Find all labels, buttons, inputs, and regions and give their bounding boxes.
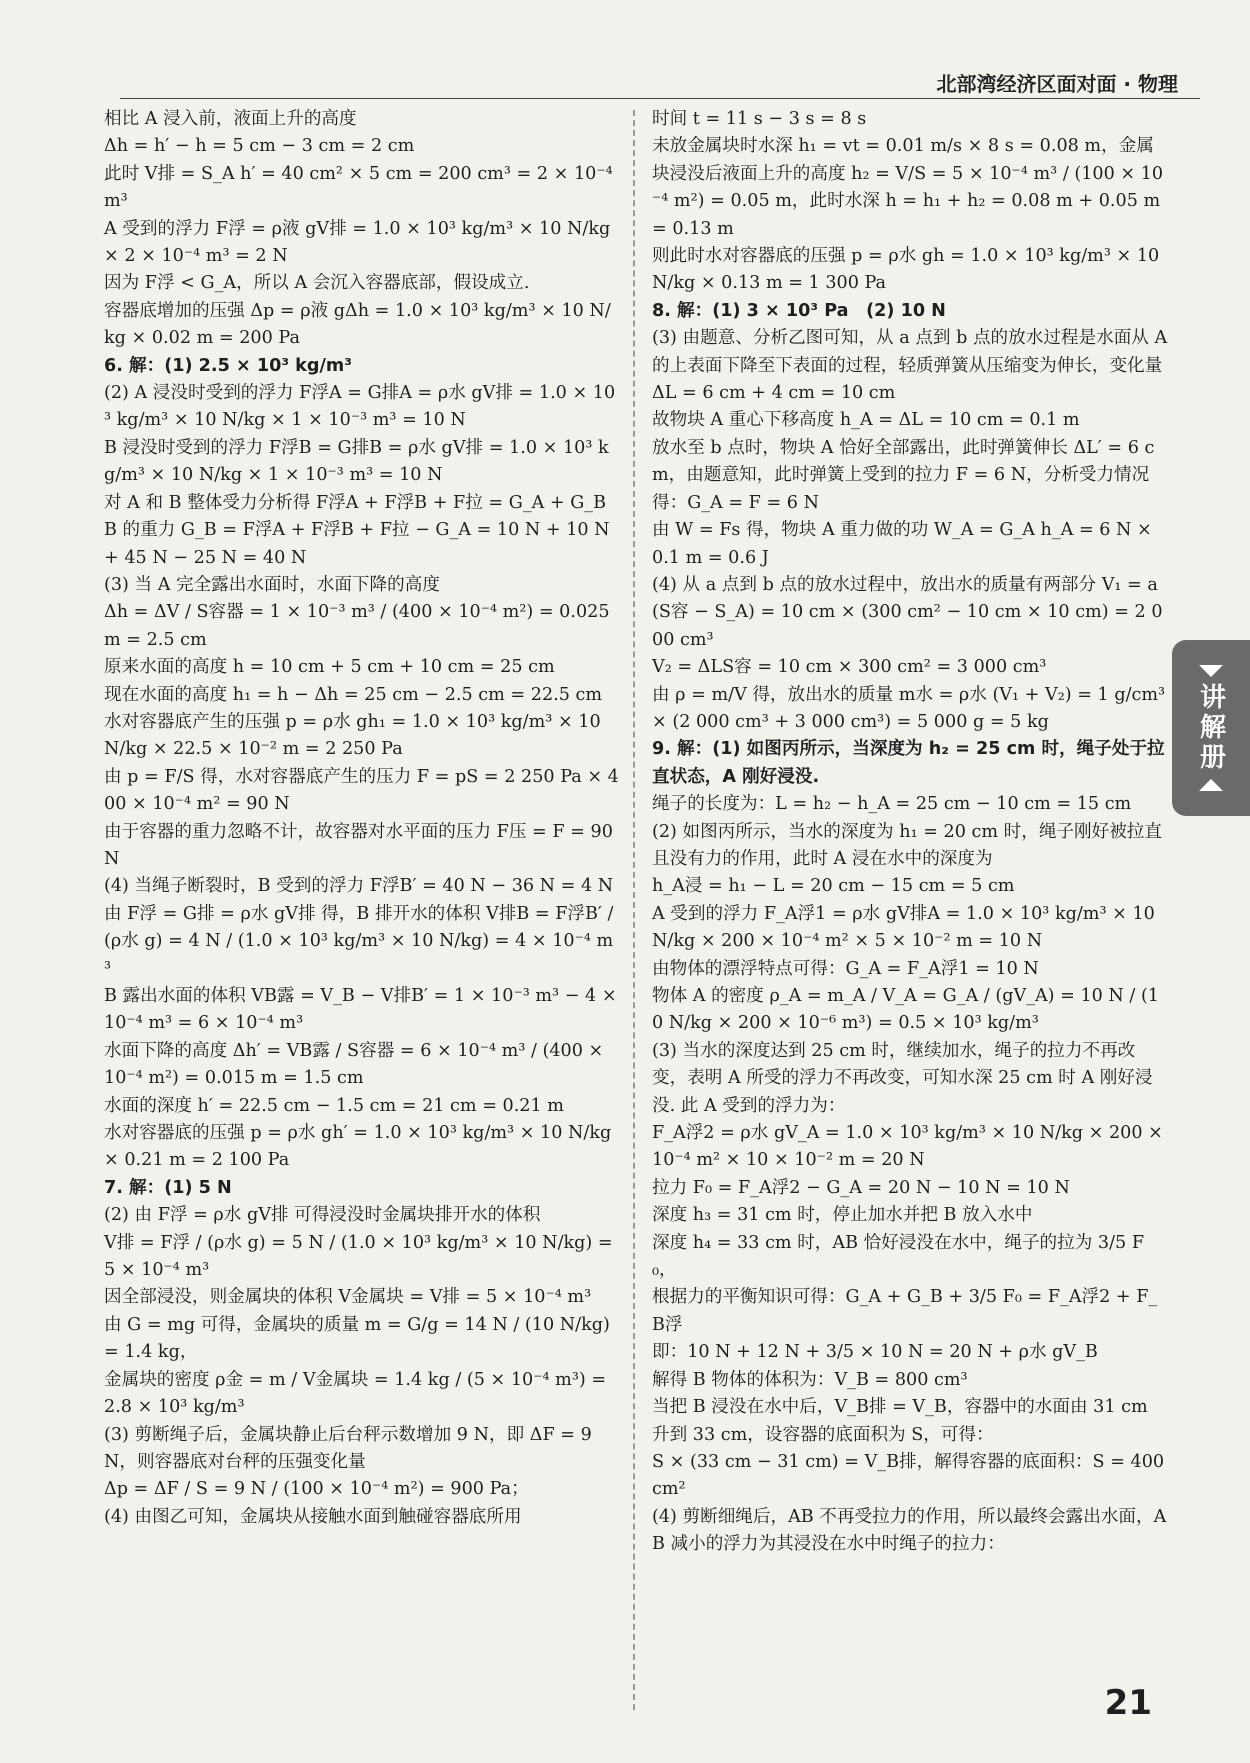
text-line: S × (33 cm − 31 cm) = V_B排，解得容器的底面积：S = 400 cm² [652, 1451, 1165, 1500]
question-9-heading: 9. 解：(1) 如图丙所示，当深度为 h₂ = 25 cm 时，绳子处于拉直状态，A 刚好浸没. [652, 739, 1165, 787]
text-line: (2) A 浸没时受到的浮力 F浮A = G排A = ρ水 gV排 = 1.0 × 10³ kg/m³ × 10 N/kg × 1 × 10⁻³ m³ = 10 N [104, 383, 616, 431]
text-line: B 的重力 G_B = F浮A + F浮B + F拉 − G_A = 10 N + 10 N + 45 N − 25 N = 40 N [104, 520, 610, 568]
text-line: V₂ = ΔLS容 = 10 cm × 300 cm² = 3 000 cm³ [652, 657, 1047, 678]
formula-line: 由 G = mg 可得，金属块的质量 m = G/g = 14 N / (10 N/kg) = 1.4 kg， [104, 1314, 610, 1363]
formula-line: 由 ρ = m/V 得，放出水的质量 m水 = ρ水 (V₁ + V₂) = 1 g/cm³ × (2 000 cm³ + 3 000 cm³) = 5 000 g = 5 kg [652, 684, 1166, 732]
left-column [104, 106, 620, 1531]
formula-line: 金属块的密度 ρ金 = m / V金属块 = 1.4 kg / (5 × 10⁻⁴ m³) = 2.8 × 10³ kg/m³ [104, 1369, 607, 1418]
text-line: 未放金属块时水深 h₁ = vt = 0.01 m/s × 8 s = 0.08 m，金属块浸没后液面上升的高度 h₂ = V/S = 5 × 10⁻⁴ m³ / (100 × 10⁻⁴ m²) = 0.05 m，此时水深 h = h₁ + h₂ = 0.08 m + 0.05 m = 0.13 m [652, 136, 1164, 239]
formula-line: 即：10 N + 12 N + 3/5 × 10 N = 20 N + ρ水 gV_B [652, 1342, 1098, 1363]
header-rule [120, 98, 1200, 99]
side-tab-label: 讲解册 [1195, 683, 1226, 773]
text-line: 水对容器底的压强 p = ρ水 gh′ = 1.0 × 10³ kg/m³ × 10 N/kg × 0.21 m = 2 100 Pa [104, 1123, 612, 1171]
text-line: 时间 t = 11 s − 3 s = 8 s [652, 109, 867, 129]
formula-line: 物体 A 的密度 ρ_A = m_A / V_A = G_A / (gV_A) = 10 N / (10 N/kg × 200 × 10⁻⁶ m³) = 0.5 × 10³ kg/m³ [652, 986, 1159, 1034]
text-line: 由于容器的重力忽略不计，故容器对水平面的压力 F压 = F = 90 N [104, 821, 613, 869]
triangle-up-icon [1199, 779, 1223, 791]
text-line: 由 W = Fs 得，物块 A 重力做的功 W_A = G_A h_A = 6 N × 0.1 m = 0.6 J [652, 520, 1152, 568]
text-line: A 受到的浮力 F浮 = ρ液 gV排 = 1.0 × 10³ kg/m³ × 10 N/kg × 2 × 10⁻⁴ m³ = 2 N [104, 218, 611, 267]
question-6-heading: 6. 解：(1) 2.5 × 10³ kg/m³ [104, 355, 352, 376]
text-line: 由物体的漂浮特点可得：G_A = F_A浮1 = 10 N [652, 958, 1039, 979]
text-line: (4) 剪断细绳后，AB 不再受拉力的作用，所以最终会露出水面，AB 减小的浮力为其浸没在水中时绳子的拉力： [652, 1506, 1167, 1555]
text-line: 解得 B 物体的体积为：V_B = 800 cm³ [652, 1369, 968, 1390]
formula-line: 由 F浮 = G排 = ρ水 gV排 得，B 排开水的体积 V排B = F浮B′ / (ρ水 g) = 4 N / (1.0 × 10³ kg/m³ × 10 N/kg) = 4 × 10⁻⁴ m³ [104, 903, 614, 979]
text-line: (3) 当水的深度达到 25 cm 时，继续加水，绳子的拉力不再改变，表明 A 所受的浮力不再改变，可知水深 25 cm 时 A 刚好浸没. 此 A 受到的浮力为： [652, 1040, 1153, 1116]
text-line: 容器底增加的压强 Δp = ρ液 gΔh = 1.0 × 10³ kg/m³ × 10 N/kg × 0.02 m = 200 Pa [104, 300, 611, 349]
text-line: (2) 如图丙所示，当水的深度为 h₁ = 20 cm 时，绳子刚好被拉直且没有力的作用，此时 A 浸在水中的深度为 [652, 821, 1162, 869]
question-7-heading: 7. 解：(1) 5 N [104, 1177, 232, 1198]
text-line: 此时 V排 = S_A h′ = 40 cm² × 5 cm = 200 cm³ = 2 × 10⁻⁴ m³ [104, 163, 613, 212]
text-line: Δh = h′ − h = 5 cm − 3 cm = 2 cm [104, 136, 415, 157]
text-line: (4) 从 a 点到 b 点的放水过程中，放出水的质量有两部分 V₁ = a(S容 − S_A) = 10 cm × (300 cm² − 10 cm × 10 cm) = 2 000 cm³ [652, 574, 1163, 650]
text-line: 现在水面的高度 h₁ = h − Δh = 25 cm − 2.5 cm = 22.5 cm [104, 684, 603, 705]
text-line: A 受到的浮力 F_A浮1 = ρ水 gV排A = 1.0 × 10³ kg/m³ × 10 N/kg × 200 × 10⁻⁴ m² × 5 × 10⁻² m = 10 N [652, 903, 1155, 952]
text-line: 因为 F浮 < G_A，所以 A 会沉入容器底部，假设成立. [104, 273, 530, 294]
section-side-tab[interactable] [1172, 640, 1250, 816]
formula-line: 根据力的平衡知识可得：G_A + G_B + 3/5 F₀ = F_A浮2 + F_B浮 [652, 1287, 1158, 1335]
text-line: 因全部浸没，则金属块的体积 V金属块 = V排 = 5 × 10⁻⁴ m³ [104, 1287, 592, 1308]
triangle-down-icon [1199, 665, 1223, 677]
right-column [652, 106, 1168, 1559]
formula-line: Δp = ΔF / S = 9 N / (100 × 10⁻⁴ m²) = 900 Pa； [104, 1479, 529, 1500]
text-line: 由 p = F/S 得，水对容器底产生的压力 F = pS = 2 250 Pa × 400 × 10⁻⁴ m² = 90 N [104, 766, 619, 815]
formula-line: Δh = ΔV / S容器 = 1 × 10⁻³ m³ / (400 × 10⁻⁴ m²) = 0.025 m = 2.5 cm [104, 602, 610, 650]
text-line: (3) 剪断绳子后，金属块静止后台秤示数增加 9 N，即 ΔF = 9 N，则容器底对台秤的压强变化量 [104, 1424, 592, 1472]
column-divider [633, 110, 635, 1710]
text-line: 当把 B 浸没在水中后，V_B排 = V_B，容器中的水面由 31 cm 升到 33 cm，设容器的底面积为 S，可得： [652, 1397, 1148, 1445]
text-line: (3) 当 A 完全露出水面时，水面下降的高度 [104, 574, 440, 595]
page-header-title: 北部湾经济区面对面 · 物理 [936, 72, 1178, 96]
page-number: 21 [1104, 1683, 1152, 1723]
text-line: (4) 由图乙可知，金属块从接触水面到触碰容器底所用 [104, 1506, 522, 1527]
formula-line: V排 = F浮 / (ρ水 g) = 5 N / (1.0 × 10³ kg/m³ × 10 N/kg) = 5 × 10⁻⁴ m³ [104, 1232, 613, 1281]
text-line: F_A浮2 = ρ水 gV_A = 1.0 × 10³ kg/m³ × 10 N/kg × 200 × 10⁻⁴ m² × 10 × 10⁻² m = 20 N [652, 1123, 1163, 1171]
text-line: 拉力 F₀ = F_A浮2 − G_A = 20 N − 10 N = 10 N [652, 1177, 1070, 1198]
formula-line: 深度 h₄ = 33 cm 时，AB 恰好浸没在水中，绳子的拉为 3/5 F₀， [652, 1232, 1145, 1281]
text-line: (4) 当绳子断裂时，B 受到的浮力 F浮B′ = 40 N − 36 N = 4 N [104, 876, 614, 897]
text-line: 深度 h₃ = 31 cm 时，停止加水并把 B 放入水中 [652, 1205, 1033, 1226]
text-line: 原来水面的高度 h = 10 cm + 5 cm + 10 cm = 25 cm [104, 657, 555, 678]
text-line: (2) 由 F浮 = ρ水 gV排 可得浸没时金属块排开水的体积 [104, 1205, 541, 1226]
text-line: 则此时水对容器底的压强 p = ρ水 gh = 1.0 × 10³ kg/m³ × 10 N/kg × 0.13 m = 1 300 Pa [652, 246, 1160, 294]
text-line: 故物块 A 重心下移高度 h_A = ΔL = 10 cm = 0.1 m [652, 410, 1080, 431]
formula-line: 水面下降的高度 Δh′ = VB露 / S容器 = 6 × 10⁻⁴ m³ / (400 × 10⁻⁴ m²) = 0.015 m = 1.5 cm [104, 1040, 604, 1089]
text-line: h_A浸 = h₁ − L = 20 cm − 15 cm = 5 cm [652, 876, 1015, 897]
text-line: 水面的深度 h′ = 22.5 cm − 1.5 cm = 21 cm = 0.21 m [104, 1095, 564, 1116]
question-8-heading: 8. 解：(1) 3 × 10³ Pa (2) 10 N [652, 300, 946, 321]
text-line: 对 A 和 B 整体受力分析得 F浮A + F浮B + F拉 = G_A + G_B [104, 492, 607, 513]
text-line: 相比 A 浸入前，液面上升的高度 [104, 109, 357, 129]
text-line: 放水至 b 点时，物块 A 恰好全部露出，此时弹簧伸长 ΔL′ = 6 cm，由题意知，此时弹簧上受到的拉力 F = 6 N，分析受力情况得：G_A = F = 6 N [652, 437, 1155, 513]
text-line: B 露出水面的体积 VB露 = V_B − V排B′ = 1 × 10⁻³ m³ − 4 × 10⁻⁴ m³ = 6 × 10⁻⁴ m³ [104, 986, 617, 1034]
text-line: 水对容器底产生的压强 p = ρ水 gh₁ = 1.0 × 10³ kg/m³ × 10 N/kg × 22.5 × 10⁻² m = 2 250 Pa [104, 711, 601, 760]
text-line: B 浸没时受到的浮力 F浮B = G排B = ρ水 gV排 = 1.0 × 10³ kg/m³ × 10 N/kg × 1 × 10⁻³ m³ = 10 N [104, 437, 609, 486]
text-line: 绳子的长度为：L = h₂ − h_A = 25 cm − 10 cm = 15 cm [652, 794, 1132, 815]
text-line: (3) 由题意、分析乙图可知，从 a 点到 b 点的放水过程是水面从 A 的上表面下降至下表面的过程，轻质弹簧从压缩变为伸长，变化量 ΔL = 6 cm + 4 cm = 10 cm [652, 328, 1168, 404]
